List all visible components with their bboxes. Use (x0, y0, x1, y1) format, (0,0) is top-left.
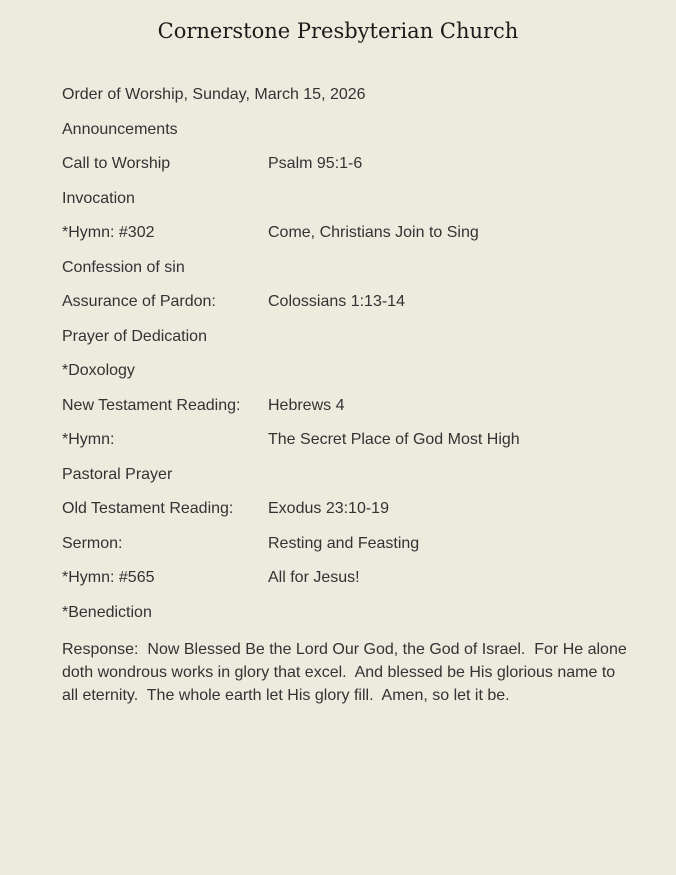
service-item-label: *Hymn: #302 (62, 224, 155, 241)
service-item-detail: Come, Christians Join to Sing (268, 224, 479, 241)
service-item-detail (268, 190, 628, 209)
service-item-label: Old Testament Reading: (62, 500, 234, 517)
service-item-row (62, 535, 628, 554)
service-item-label: *Hymn: (62, 431, 115, 448)
service-item-detail (268, 328, 628, 347)
service-item-row (62, 431, 628, 450)
service-item-row (62, 569, 628, 588)
service-item-label: Sermon: (62, 534, 123, 552)
service-item-label: Invocation (62, 189, 135, 207)
service-item-row (62, 328, 628, 347)
service-item-detail (268, 604, 628, 623)
service-item-row (62, 466, 628, 485)
service-item-detail: The Secret Place of God Most High (268, 431, 520, 448)
service-item-row (62, 224, 628, 243)
service-item-detail (268, 362, 628, 381)
service-item-label: Assurance of Pardon: (62, 293, 216, 310)
page-title: Cornerstone Presbyterian Church (157, 19, 519, 43)
order-of-worship-heading: Order of Worship, Sunday, March 15, 2026 (62, 86, 366, 103)
service-item-label: Call to Worship (62, 155, 171, 172)
service-item-label: New Testament Reading: (62, 396, 241, 414)
service-item-detail: Colossians 1:13-14 (268, 293, 405, 310)
service-item-row (62, 293, 628, 312)
service-item-label: Announcements (62, 120, 178, 138)
service-item-row (62, 259, 628, 278)
service-item-row (62, 500, 628, 519)
service-item-row (62, 362, 628, 381)
service-item-label: Pastoral Prayer (62, 465, 173, 483)
service-item-detail (268, 259, 628, 278)
service-item-label: Confession of sin (62, 258, 185, 276)
service-item-row (62, 397, 628, 416)
service-item-detail: Resting and Feasting (268, 534, 420, 552)
service-item-detail: All for Jesus! (268, 569, 360, 586)
service-item-detail: Psalm 95:1-6 (268, 155, 363, 172)
response-paragraph: Response: Now Blessed Be the Lord Our God, the God of Israel. For He alone doth wondrous works in glory that excel. And blessed be His glorious name to all eternity. The whole earth let His glory fill. Amen, so let it be. (62, 641, 632, 704)
service-item-row (62, 121, 628, 140)
service-item-label: *Hymn: #565 (62, 569, 155, 586)
service-item-label: Prayer of Dedication (62, 327, 207, 345)
service-item-detail: Hebrews 4 (268, 396, 345, 414)
service-item-row (62, 155, 628, 174)
service-item-detail (268, 466, 628, 485)
service-item-detail: Exodus 23:10-19 (268, 500, 389, 517)
service-item-label: *Doxology (62, 362, 135, 379)
service-item-row (62, 604, 628, 623)
bulletin-body (62, 86, 632, 707)
service-item-detail (268, 121, 628, 140)
service-item-label: *Benediction (62, 603, 152, 621)
service-item-row (62, 190, 628, 209)
